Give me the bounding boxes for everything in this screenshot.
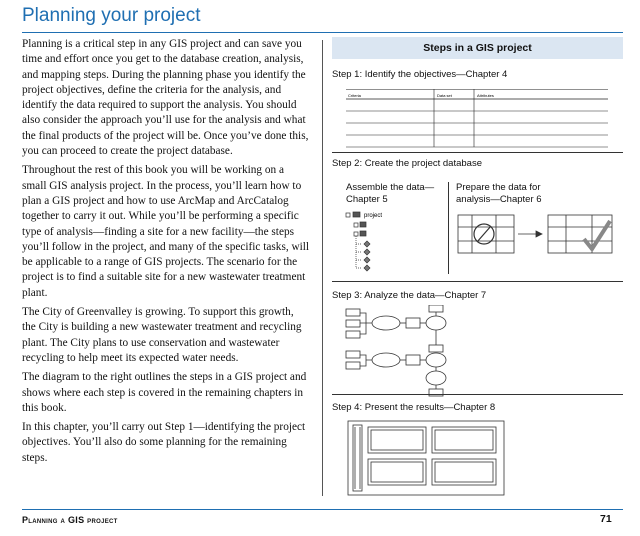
step-rule-3 <box>332 394 623 395</box>
analysis-flow-diagram <box>344 305 454 397</box>
footer-rule <box>22 509 623 510</box>
table-header-attributes: Attributes <box>477 93 494 98</box>
title-rule <box>22 32 623 33</box>
criteria-table <box>346 89 608 151</box>
page-title: Planning your project <box>22 5 201 26</box>
prepare-line-1: Prepare the data for <box>456 182 541 193</box>
body-paragraph-4: The diagram to the right outlines the steps in a GIS project and shows where each step is covered in the remaining chapters in this book. <box>22 371 307 414</box>
tree-root-label: project <box>364 213 383 219</box>
assemble-line-2: Chapter 5 <box>346 194 388 205</box>
column-divider <box>322 40 323 496</box>
table-header-criteria: Criteria <box>348 93 361 98</box>
prepare-line-2: analysis—Chapter 6 <box>456 194 542 205</box>
steps-sidebar <box>332 37 623 499</box>
step2-divider <box>448 182 449 274</box>
catalog-tree-diagram <box>344 210 434 274</box>
prepare-caption <box>456 182 542 206</box>
page-number: 71 <box>600 513 612 525</box>
body-text <box>22 37 310 470</box>
step-1-label: Step 1: Identify the objectives—Chapter 4 <box>332 69 508 80</box>
assemble-line-1: Assemble the data— <box>346 182 435 193</box>
body-paragraph-3: The City of Greenvalley is growing. To support this growth, the City is building a new wastewater treatment and recycling plant. The City plans to use conservation and wastewater recycling to help meet its expected water needs. <box>22 306 302 364</box>
table-header-dataset: Data set <box>437 93 452 98</box>
step-4-label: Step 4: Present the results—Chapter 8 <box>332 402 496 413</box>
body-paragraph-5: In this chapter, you’ll carry out Step 1—identifying the project objectives. You’ll also do some planning for the remaining steps. <box>22 421 306 464</box>
sidebar-title: Steps in a GIS project <box>332 37 623 59</box>
map-layout-diagram <box>346 417 506 497</box>
step-2-label: Step 2: Create the project database <box>332 158 482 169</box>
checkmark-icon <box>584 221 610 249</box>
footer-section-title: Planning a GIS project <box>22 515 118 525</box>
body-paragraph-2: Throughout the rest of this book you will be working on a small GIS analysis project. In the process, you’ll learn how to plan a GIS project and how to use ArcMap and ArcCatalog together to carry it out. While you’ll be performing a specific type of analysis—finding a site for a new facility—the steps you’ll follow in the project, and many of the specific tasks, will be applicable to a range of GIS projects. The scenario for the project is to find a suitable site for a new wastewater treatment plant. <box>22 164 310 299</box>
step-3-label: Step 3: Analyze the data—Chapter 7 <box>332 290 487 301</box>
prepare-data-diagram <box>456 213 614 257</box>
step-rule-2 <box>332 281 623 282</box>
assemble-caption <box>346 182 434 206</box>
step-rule-1 <box>332 152 623 153</box>
body-paragraph-1: Planning is a critical step in any GIS project and can save you time and effort once you get to the database creation, analysis, and mapping steps. During the planning phase you identify the project objectives, define the criteria for the analysis, and identify the data required to support the analysis. You should also consider the approach you’ll use for the analysis and what the final products of the project will be. Once you’ve done this, you can proceed to create the project database. <box>22 38 309 158</box>
